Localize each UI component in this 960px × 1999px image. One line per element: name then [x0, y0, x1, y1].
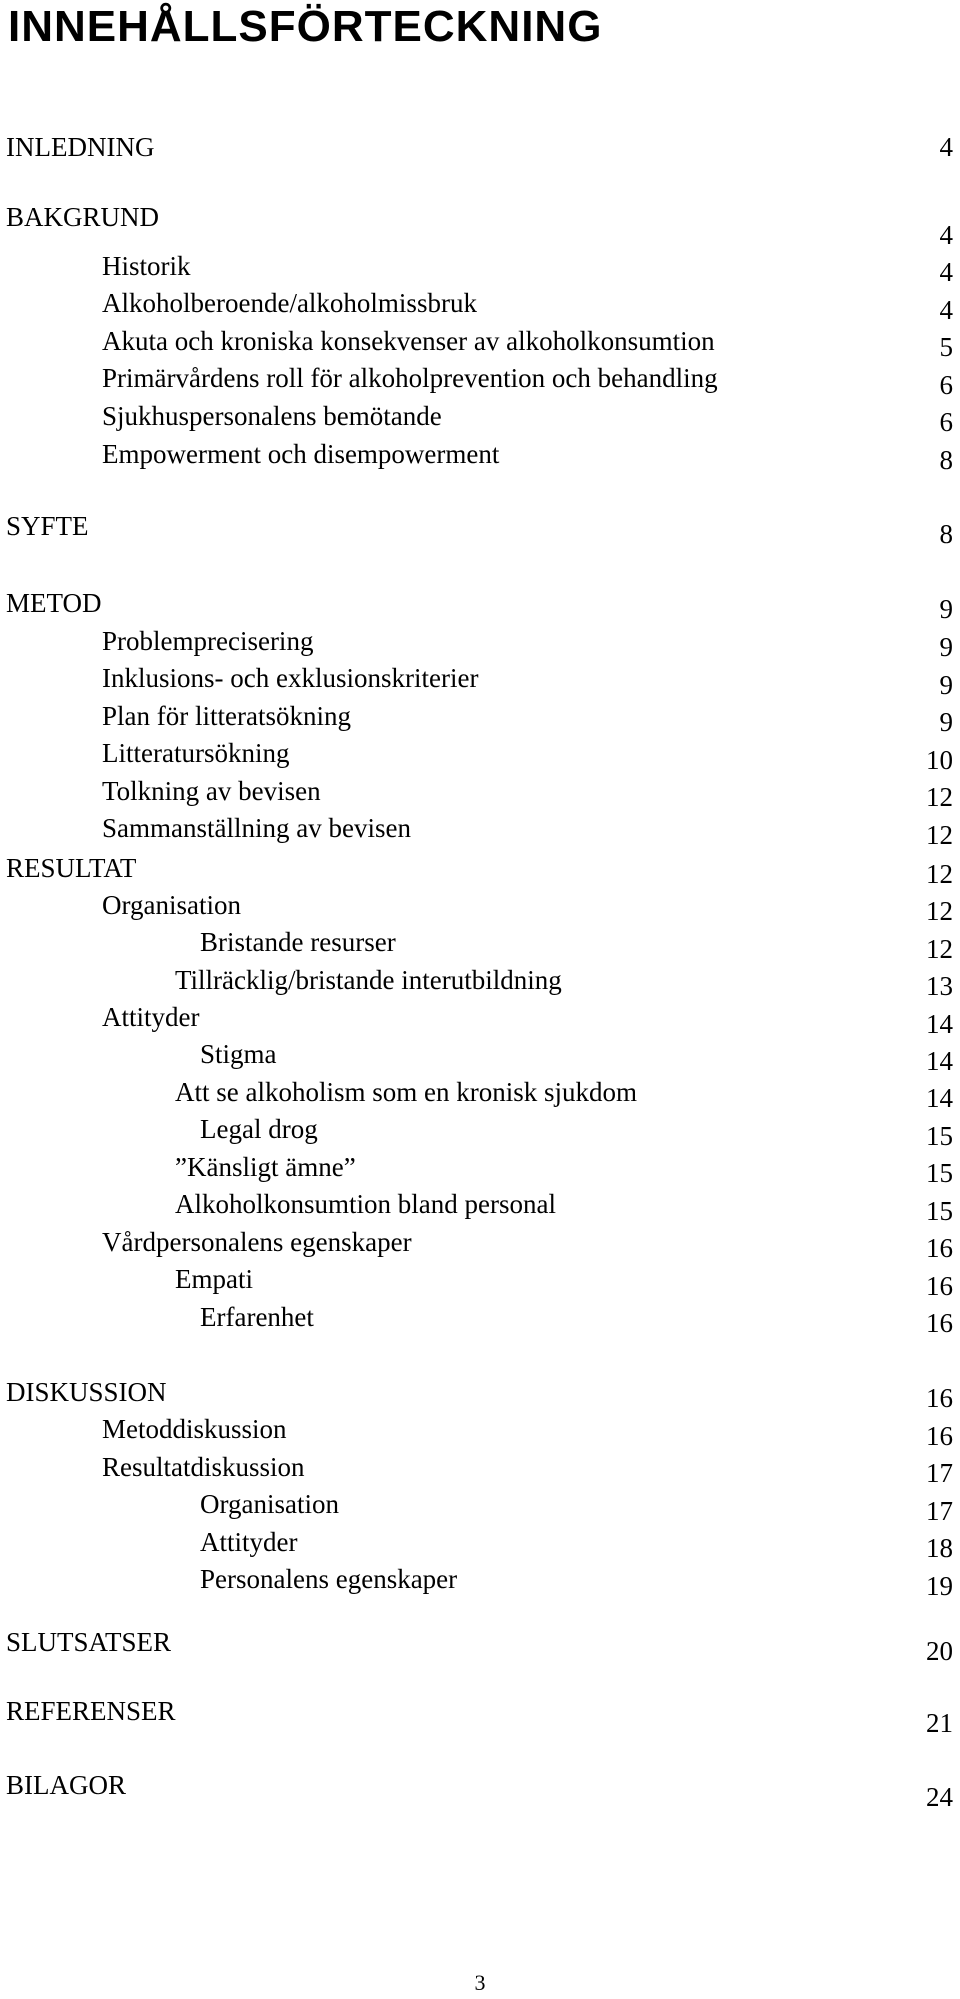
- toc-page-sammanstallning: 12: [926, 820, 953, 850]
- toc-entry-bakgrund: BAKGRUND: [6, 202, 160, 232]
- toc-page-slutsatser: 20: [926, 1636, 953, 1666]
- toc-page-alkoholkonsumtion-personal: 15: [926, 1196, 953, 1226]
- toc-entry-inklusionskriterier: Inklusions- och exklusionskriterier: [102, 663, 479, 693]
- page-title: INNEHÅLLSFÖRTECKNING: [8, 2, 603, 51]
- toc-entry-kronisk-sjukdom: Att se alkoholism som en kronisk sjukdom: [175, 1077, 637, 1107]
- toc-entry-litteratursokning: Litteratursökning: [102, 738, 290, 768]
- toc-entry-primarvardens-roll: Primärvårdens roll för alkoholprevention och behandling: [102, 363, 718, 393]
- toc-page-empati: 16: [926, 1271, 953, 1301]
- toc-page-inklusionskriterier: 9: [939, 670, 953, 700]
- toc-entry-organisation: Organisation: [102, 890, 241, 920]
- toc-page-inledning: 4: [939, 132, 953, 162]
- toc-entry-sammanstallning: Sammanställning av bevisen: [102, 813, 411, 843]
- toc-entry-vardpersonalens-egenskaper: Vårdpersonalens egenskaper: [102, 1227, 412, 1257]
- toc-entry-metoddiskussion: Metoddiskussion: [102, 1414, 287, 1444]
- toc-entry-diskussion: DISKUSSION: [6, 1377, 167, 1407]
- toc-page-kansligt-amne: 15: [926, 1158, 953, 1188]
- toc-page-tolkning-av-bevisen: 12: [926, 782, 953, 812]
- toc-page-attityder: 14: [926, 1009, 953, 1039]
- toc-page-bakgrund: 4: [939, 220, 953, 250]
- toc-page-vardpersonalens-egenskaper: 16: [926, 1233, 953, 1263]
- toc-page-kronisk-sjukdom: 14: [926, 1083, 953, 1113]
- toc-entry-metod: METOD: [6, 588, 102, 618]
- toc-entry-attityder: Attityder: [102, 1002, 200, 1032]
- toc-entry-stigma: Stigma: [200, 1039, 277, 1069]
- toc-entry-alkoholkonsumtion-personal: Alkoholkonsumtion bland personal: [175, 1189, 556, 1219]
- toc-entry-internutbildning: Tillräcklig/bristande interutbildning: [175, 965, 562, 995]
- toc-entry-plan-litteratsokning: Plan för litteratsökning: [102, 701, 351, 731]
- toc-entry-kansligt-amne: ”Känsligt ämne”: [175, 1152, 356, 1182]
- toc-page-litteratursokning: 10: [926, 745, 953, 775]
- toc-entry-inledning: INLEDNING: [6, 132, 155, 162]
- toc-entry-tolkning-av-bevisen: Tolkning av bevisen: [102, 776, 321, 806]
- toc-page-legal-drog: 15: [926, 1121, 953, 1151]
- toc-entry-syfte: SYFTE: [6, 511, 89, 541]
- toc-page-diskussion: 16: [926, 1383, 953, 1413]
- toc-entry-resultatdiskussion: Resultatdiskussion: [102, 1452, 305, 1482]
- page-number: 3: [474, 1970, 486, 1995]
- toc-page-syfte: 8: [939, 519, 953, 549]
- toc-page-diskussion-organisation: 17: [926, 1496, 953, 1526]
- toc-entry-diskussion-organisation: Organisation: [200, 1489, 339, 1519]
- toc-page-diskussion-attityder: 18: [926, 1533, 953, 1563]
- toc-page-sjukhuspersonalens-bemotande: 6: [939, 407, 953, 437]
- toc-page-problemprecisering: 9: [939, 632, 953, 662]
- toc-entry-legal-drog: Legal drog: [200, 1114, 318, 1144]
- toc-page-metod: 9: [939, 594, 953, 624]
- toc-page-empowerment: 8: [939, 445, 953, 475]
- toc-entry-empati: Empati: [175, 1264, 253, 1294]
- toc-entry-bilagor: BILAGOR: [6, 1770, 126, 1800]
- toc-page-internutbildning: 13: [926, 971, 953, 1001]
- toc-page-alkoholberoende: 4: [939, 295, 953, 325]
- toc-page-erfarenhet: 16: [926, 1308, 953, 1338]
- toc-entry-akuta-konsekvenser: Akuta och kroniska konsekvenser av alkoholkonsumtion: [102, 326, 715, 356]
- toc-page-bilagor: 24: [926, 1782, 953, 1812]
- toc-page-metoddiskussion: 16: [926, 1421, 953, 1451]
- toc-page-stigma: 14: [926, 1046, 953, 1076]
- toc-entry-sjukhuspersonalens-bemotande: Sjukhuspersonalens bemötande: [102, 401, 442, 431]
- toc-entry-alkoholberoende: Alkoholberoende/alkoholmissbruk: [102, 288, 477, 318]
- toc-entry-erfarenhet: Erfarenhet: [200, 1302, 314, 1332]
- toc-page-organisation: 12: [926, 896, 953, 926]
- toc-page-personalens-egenskaper: 19: [926, 1571, 953, 1601]
- toc-entry-slutsatser: SLUTSATSER: [6, 1627, 172, 1657]
- toc-entry-resultat: RESULTAT: [6, 853, 137, 883]
- toc-page-akuta-konsekvenser: 5: [939, 332, 953, 362]
- toc-entry-bristande-resurser: Bristande resurser: [200, 927, 396, 957]
- toc-entry-historik: Historik: [102, 251, 191, 281]
- toc-page-primarvardens-roll: 6: [939, 370, 953, 400]
- toc-page-referenser: 21: [926, 1708, 953, 1738]
- toc-entry-empowerment: Empowerment och disempowerment: [102, 439, 500, 469]
- toc-entry-diskussion-attityder: Attityder: [200, 1527, 298, 1557]
- toc-page-resultat: 12: [926, 859, 953, 889]
- toc-entry-problemprecisering: Problemprecisering: [102, 626, 314, 656]
- toc-page-bristande-resurser: 12: [926, 934, 953, 964]
- toc-page-resultatdiskussion: 17: [926, 1458, 953, 1488]
- toc-entry-referenser: REFERENSER: [6, 1696, 176, 1726]
- toc-entry-personalens-egenskaper: Personalens egenskaper: [200, 1564, 458, 1594]
- toc-page-historik: 4: [939, 257, 953, 287]
- toc-page-plan-litteratsokning: 9: [939, 707, 953, 737]
